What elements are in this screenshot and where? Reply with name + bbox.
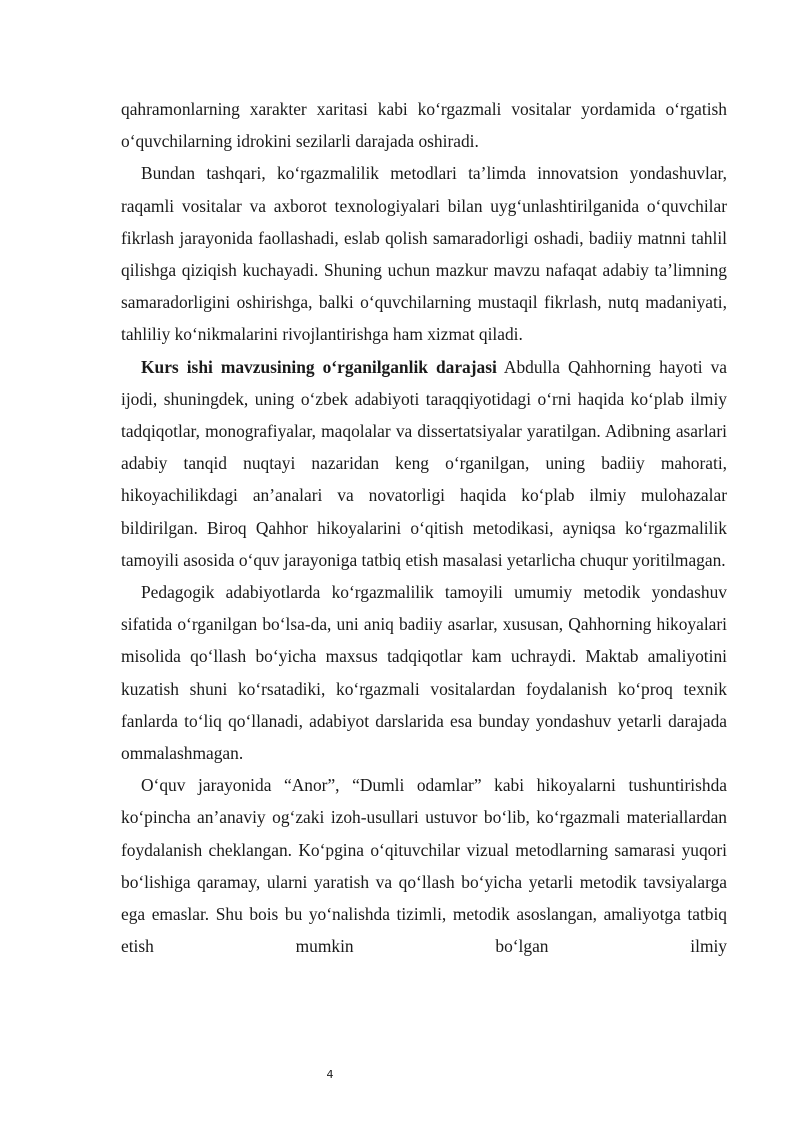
paragraph-text: O‘quv jarayonida “Anor”, “Dumli odamlar” kabi hikoyalarni tushuntirishda ko‘pincha an’anaviy og‘zaki izoh-usullari ustuvor bo‘lib, ko‘rgazmali materiallardan foydalanish cheklangan. Ko‘pgina o‘qituvchilar vizual metodlarning samarasi yuqori bo‘lishiga qaramay, ularni yaratish va qo‘llash bo‘yicha yetarli metodik tavsiyalarga ega emaslar. Shu bois bu yo‘nalishda tizimli, metodik asoslangan, amaliyotga tatbiq etish mumkin bo‘lgan ilmiy	[121, 775, 727, 957]
paragraph	[121, 576, 727, 769]
paragraph-text: qahramonlarning xarakter xaritasi kabi ko‘rgazmali vositalar yordamida o‘rgatish o‘quvchilarning idrokini sezilarli darajada oshiradi.	[121, 99, 727, 152]
page-number: 4	[326, 1068, 334, 1081]
paragraph-text: Abdulla Qahhorning hayoti va ijodi, shuningdek, uning o‘zbek adabiyoti taraqqiyotidagi o‘rni haqida ko‘plab ilmiy tadqiqotlar, monografiyalar, maqolalar va dissertatsiyalar yaratilgan. Adibning asarlari adabiy tanqid nuqtayi nazaridan keng o‘rganilgan, uning badiiy mahorati, hikoyachilikdagi an’analari va novatorligi haqida ko‘plab ilmiy mulohazalar bildirilgan. Biroq Qahhor hikoyalarini o‘qitish metodikasi, ayniqsa ko‘rgazmalilik tamoyili asosida o‘quv jarayoniga tatbiq etish masalasi yetarlicha chuqur yoritilmagan.	[121, 356, 727, 570]
paragraph	[121, 93, 727, 157]
paragraph	[121, 351, 727, 576]
paragraph-text: Pedagogik adabiyotlarda ko‘rgazmalilik tamoyili umumiy metodik yondashuv sifatida o‘rganilgan bo‘lsa-da, uni aniq badiiy asarlar, xususan, Qahhorning hikoyalari misolida qo‘llash bo‘yicha maxsus tadqiqotlar kam uchraydi. Maktab amaliyotini kuzatish shuni ko‘rsatadiki, ko‘rgazmali vositalardan foydalanish ko‘proq texnik fanlarda to‘liq qo‘llanadi, adabiyot darslarida esa bunday yondashuv yetarli darajada ommalashmagan.	[121, 582, 727, 764]
paragraph	[121, 769, 727, 962]
paragraph	[121, 157, 727, 350]
section-heading-inline: Kurs ishi mavzusining o‘rganilganlik darajasi	[141, 356, 497, 377]
paragraph-text: Bundan tashqari, ko‘rgazmalilik metodlari ta’limda innovatsion yondashuvlar, raqamli vositalar va axborot texnologiyalari bilan uyg‘unlashtirilganida o‘quvchilar fikrlash jarayonida faollashadi, eslab qolish samaradorligi oshadi, badiiy matnni tahlil qilishga qiziqish kuchayadi. Shuning uchun mazkur mavzu nafaqat adabiy ta’limning samaradorligini oshirishga, balki o‘quvchilarning mustaqil fikrlash, nutq madaniyati, tahliliy ko‘nikmalarini rivojlantirishga ham xizmat qiladi.	[121, 163, 727, 345]
body-text	[121, 93, 727, 962]
